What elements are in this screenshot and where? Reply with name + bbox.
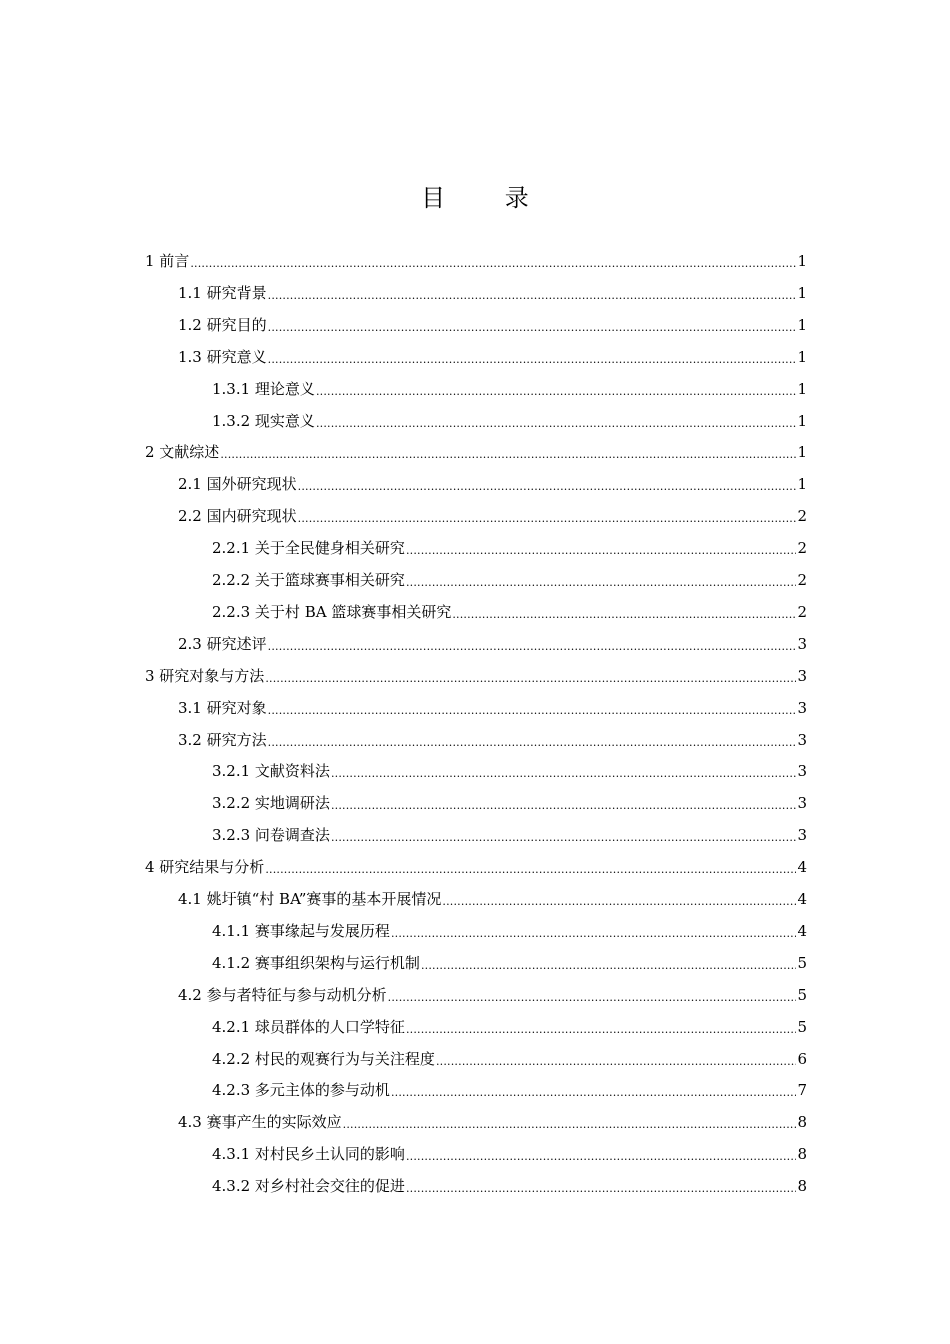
toc-dot-leader (316, 412, 797, 430)
toc-entry-page-number: 7 (797, 1081, 807, 1100)
toc-entry-label: 4.2.2 村民的观赛行为与关注程度 (212, 1049, 435, 1068)
toc-entry[interactable] (178, 1107, 807, 1137)
toc-entry[interactable] (178, 469, 807, 499)
toc-entry-page-number: 1 (797, 475, 807, 494)
toc-dot-leader (265, 667, 796, 685)
toc-entry-label: 3.1 研究对象 (178, 698, 267, 717)
toc-entry-page-number: 2 (797, 507, 807, 526)
toc-entry-page-number: 4 (797, 921, 807, 940)
toc-entry-label: 4.1.2 赛事组织架构与运行机制 (212, 953, 420, 972)
toc-dot-leader (268, 699, 797, 717)
toc-entry[interactable] (212, 1012, 807, 1042)
toc-entry-label: 2 文献综述 (145, 443, 220, 462)
toc-entry-page-number: 3 (797, 826, 807, 845)
toc-entry-page-number: 2 (797, 571, 807, 589)
toc-entry[interactable] (212, 565, 807, 595)
toc-dot-leader (268, 635, 797, 653)
toc-entry[interactable] (212, 1139, 807, 1169)
toc-entry-page-number: 8 (797, 1177, 807, 1196)
toc-entry[interactable] (178, 629, 807, 659)
toc-dot-leader (331, 762, 797, 780)
toc-title: 目 录 (421, 184, 555, 212)
toc-dot-leader (268, 348, 797, 366)
toc-entry-label: 3.2.1 文献资料法 (212, 762, 330, 781)
toc-entry-label: 2.2.1 关于全民健身相关研究 (212, 539, 405, 558)
toc-entry-label: 4.2 参与者特征与参与动机分析 (178, 985, 387, 1004)
toc-dot-leader (406, 539, 797, 557)
toc-entry[interactable] (212, 948, 807, 978)
toc-entry-label: 3.2.2 实地调研法 (212, 794, 330, 813)
toc-entry-label: 2.2 国内研究现状 (178, 507, 297, 526)
toc-entry-page-number: 3 (797, 794, 807, 813)
toc-dot-leader (298, 475, 797, 493)
toc-entry-page-number: 4 (797, 858, 807, 877)
toc-entry-label: 3.2.3 问卷调查法 (212, 826, 330, 845)
toc-entry[interactable] (212, 1075, 807, 1105)
toc-entry-label: 1.3.2 现实意义 (212, 411, 315, 430)
toc-entry-label: 4.3 赛事产生的实际效应 (178, 1113, 342, 1132)
toc-dot-leader (406, 1177, 797, 1195)
toc-entry[interactable] (178, 693, 807, 723)
toc-entry[interactable] (178, 725, 807, 755)
toc-entry-label: 2.2.3 关于村 BA 篮球赛事相关研究 (212, 602, 452, 621)
toc-entry-page-number: 1 (797, 347, 807, 366)
toc-entry-label: 1.1 研究背景 (178, 283, 267, 302)
toc-entry[interactable] (212, 374, 807, 404)
toc-entry[interactable] (178, 278, 807, 308)
toc-entry[interactable] (145, 437, 807, 467)
toc-entry-label: 1.3.1 理论意义 (212, 379, 315, 398)
toc-entry[interactable] (212, 1171, 807, 1201)
toc-entry-label: 4.2.3 多元主体的参与动机 (212, 1081, 390, 1100)
toc-entry-label: 1.3 研究意义 (178, 347, 267, 366)
toc-entry-page-number: 8 (797, 1145, 807, 1164)
toc-entry-label: 1 前言 (145, 252, 190, 270)
toc-entry[interactable] (212, 406, 807, 436)
toc-dot-leader (298, 507, 797, 525)
toc-entry-page-number: 5 (797, 985, 807, 1004)
toc-dot-leader (406, 571, 797, 589)
toc-dot-leader (436, 1050, 797, 1068)
toc-entry-page-number: 3 (797, 634, 807, 653)
toc-entry-label: 4.3.1 对村民乡土认同的影响 (212, 1145, 405, 1164)
toc-entry-page-number: 4 (797, 890, 807, 908)
toc-entry-page-number: 1 (797, 411, 807, 430)
toc-entry-page-number: 3 (797, 666, 807, 685)
toc-entry[interactable] (212, 597, 807, 627)
toc-entry-label: 4 研究结果与分析 (145, 858, 265, 877)
toc-entry[interactable] (178, 501, 807, 531)
toc-dot-leader (331, 826, 797, 844)
toc-entry-page-number: 3 (797, 698, 807, 717)
toc-dot-leader (190, 252, 796, 270)
toc-entry-page-number: 5 (797, 953, 807, 972)
toc-dot-leader (268, 284, 797, 302)
toc-entry-page-number: 1 (797, 315, 807, 334)
toc-entry[interactable] (178, 310, 807, 340)
toc-entry-label: 4.1 姚圩镇“村 BA”赛事的基本开展情况 (178, 890, 442, 908)
toc-entry[interactable] (212, 916, 807, 946)
toc-entry-page-number: 1 (797, 252, 807, 270)
toc-dot-leader (316, 380, 797, 398)
toc-entry-label: 3.2 研究方法 (178, 730, 267, 749)
toc-entry-page-number: 3 (797, 762, 807, 781)
toc-entry-page-number: 8 (797, 1113, 807, 1132)
toc-dot-leader (268, 316, 797, 334)
toc-entry-label: 2.2.2 关于篮球赛事相关研究 (212, 571, 405, 589)
toc-entry-label: 3 研究对象与方法 (145, 666, 265, 685)
toc-dot-leader (452, 603, 796, 621)
toc-dot-leader (406, 1018, 797, 1036)
toc-entry-page-number: 2 (797, 602, 807, 621)
toc-entry[interactable] (212, 533, 807, 563)
toc-entry[interactable] (178, 884, 807, 914)
toc-entry[interactable] (178, 342, 807, 372)
toc-entry-label: 2.1 国外研究现状 (178, 475, 297, 494)
toc-dot-leader (268, 731, 797, 749)
toc-entry-page-number: 1 (797, 443, 807, 462)
toc-dot-leader (343, 1113, 797, 1131)
toc-dot-leader (265, 858, 796, 876)
toc-dot-leader (442, 890, 796, 908)
toc-entry[interactable] (145, 661, 807, 691)
toc-entry-label: 4.1.1 赛事缘起与发展历程 (212, 921, 390, 940)
toc-entry[interactable] (145, 246, 807, 276)
toc-dot-leader (331, 794, 797, 812)
toc-entry[interactable] (178, 980, 807, 1010)
toc-entry[interactable] (212, 756, 807, 786)
toc-dot-leader (421, 954, 797, 972)
toc-entry-label: 2.3 研究述评 (178, 634, 267, 653)
toc-dot-leader (391, 1081, 797, 1099)
toc-entry-label: 4.2.1 球员群体的人口学特征 (212, 1017, 405, 1036)
toc-entry[interactable] (212, 1044, 807, 1074)
toc-entry-label: 1.2 研究目的 (178, 315, 267, 334)
toc-entry[interactable] (212, 820, 807, 850)
toc-entry-page-number: 6 (797, 1049, 807, 1068)
toc-entry[interactable] (212, 788, 807, 818)
toc-dot-leader (406, 1145, 797, 1163)
toc-entry[interactable] (145, 852, 807, 882)
toc-entry-page-number: 2 (797, 539, 807, 558)
toc-dot-leader (391, 922, 797, 940)
toc-entry-page-number: 3 (797, 730, 807, 749)
toc-entry-page-number: 1 (797, 283, 807, 302)
toc-entry-label: 4.3.2 对乡村社会交往的促进 (212, 1177, 405, 1196)
toc-entry-page-number: 1 (797, 379, 807, 398)
toc-dot-leader (388, 986, 797, 1004)
toc-dot-leader (220, 443, 796, 461)
toc-entry-page-number: 5 (797, 1017, 807, 1036)
